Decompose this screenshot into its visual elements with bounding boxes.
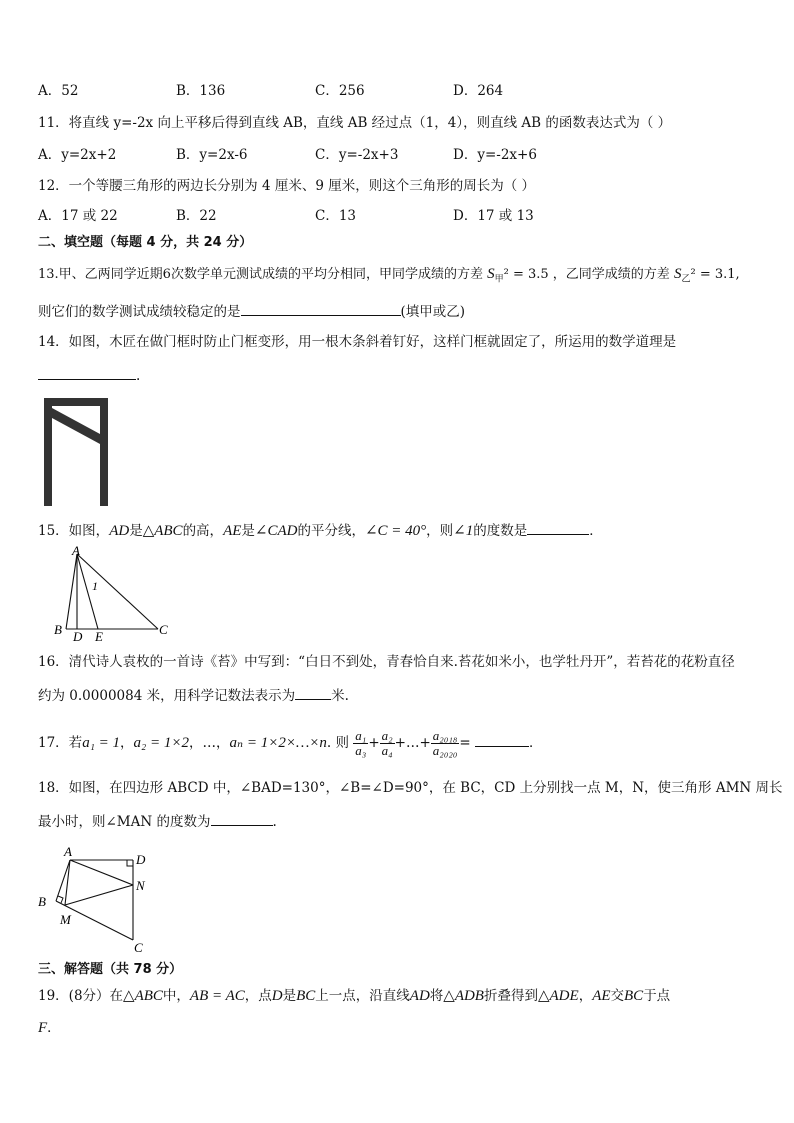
q13-line-2 <box>38 300 465 322</box>
q17-a1: a₁ = 1 <box>82 735 121 751</box>
section-3-heading: 三、解答题（共 78 分） <box>38 962 183 977</box>
q11-option-c[interactable]: C．y=-2x+3 <box>315 147 399 163</box>
q15-text <box>38 519 603 541</box>
q13-s-jia: S <box>487 266 495 282</box>
q15-fig-label-c: C <box>159 622 168 637</box>
q11-option-d[interactable]: D．y=-2x+6 <box>453 147 537 163</box>
q14-end: . <box>136 368 141 384</box>
q15-angle-1: ∠1 <box>453 523 474 539</box>
q15-text-c: 的高， <box>182 523 224 539</box>
q19-text-h: ， <box>578 988 593 1004</box>
q19-text-i: 交 <box>610 988 625 1004</box>
q16-answer-blank[interactable] <box>295 684 331 700</box>
q13-text-a: 13.甲、乙两同学近期6次数学单元测试成绩的平均分相同，甲同学成绩的方差 <box>38 267 483 282</box>
q17-frac-1-num: a₁ <box>355 728 367 743</box>
q19-triangle-abc: △ABC <box>123 988 163 1004</box>
q19-triangle-ade: △ADE <box>537 988 579 1004</box>
q15-fig-label-1: 1 <box>92 579 98 593</box>
q13-text-end: , <box>735 267 740 282</box>
q17-text-b: . 则 <box>326 735 349 751</box>
q17-an: aₙ = 1×2×…×n <box>229 735 327 751</box>
q19-bc: BC <box>296 988 316 1004</box>
q10-options <box>38 81 738 101</box>
q17-fraction-3 <box>431 729 460 758</box>
q18-fig-label-c: C <box>134 940 143 955</box>
q15-fig-label-d: D <box>73 629 83 644</box>
q18-line-1: 18．如图，在四边形 ABCD 中，∠BAD=130°，∠B=∠D=90°，在 BC，CD 上分别找一点 M，N，使三角形 AMN 周长 <box>38 780 783 796</box>
q11-option-a[interactable]: A．y=2x+2 <box>38 147 117 163</box>
q10-option-b[interactable]: B．136 <box>176 83 226 99</box>
q19-triangle-adb: △ADB <box>443 988 484 1004</box>
q19-bc-2: BC <box>624 988 644 1004</box>
q13-val-jia: ² = 3.5 <box>503 267 549 282</box>
q12-option-d[interactable]: D．17 或 13 <box>453 208 534 224</box>
q13-val-yi: ² = 3.1 <box>690 267 736 282</box>
q10-option-c[interactable]: C．256 <box>315 83 365 99</box>
q19-ab-ac: AB = AC <box>189 988 245 1004</box>
q16-text-b: 米. <box>331 688 349 704</box>
q18-fig-label-b: B <box>38 894 46 909</box>
q15-angle-c: ∠C = 40° <box>364 523 427 539</box>
q18-text-b: . <box>272 814 277 830</box>
q13-sub-yi: 乙 <box>681 274 691 285</box>
q17-end: ． <box>528 735 543 751</box>
q19-ae: AE <box>592 988 611 1004</box>
q13-text-d: (填甲或乙) <box>400 304 466 320</box>
q10-option-d[interactable]: D．264 <box>453 83 504 99</box>
q17-equals: = <box>459 735 471 751</box>
door-frame-diagonal-brace <box>52 408 100 444</box>
q17-sep-2: ，…， <box>189 735 230 751</box>
door-frame-figure <box>40 396 112 508</box>
q15-text-g: 的度数是 <box>473 523 528 539</box>
q17-fraction-2 <box>380 729 395 758</box>
q14-text: 14．如图，木匠在做门框时防止门框变形，用一根木条斜着钉好，这样门框就固定了，所运用的数学道理是 <box>38 334 677 350</box>
q15-ae: AE <box>223 523 242 539</box>
q17-fraction-1 <box>353 729 368 758</box>
q17-frac-3-num: a₂₀₁₈ <box>432 728 458 743</box>
q19-text-b: 中， <box>162 988 190 1004</box>
q13-s-yi: S <box>673 266 682 282</box>
q15-fig-label-e: E <box>95 629 103 644</box>
q18-text-a: 最小时，则∠MAN 的度数为 <box>38 814 211 830</box>
q15-angle-cad: ∠CAD <box>254 523 298 539</box>
q19-point-d: D <box>271 988 283 1004</box>
section-2-heading: 二、填空题（每题 4 分，共 24 分） <box>38 235 253 250</box>
q15-text-a: 15．如图， <box>38 523 110 539</box>
q15-text-e: 的平分线， <box>297 523 365 539</box>
q19-ad: AD <box>409 988 430 1004</box>
q18-fig-label-d: D <box>136 852 146 867</box>
q12-option-c[interactable]: C．13 <box>315 208 357 224</box>
q15-ad: AD <box>109 523 130 539</box>
q17-frac-2-den: a₄ <box>381 743 393 758</box>
q13-text-c: 则它们的数学测试成绩较稳定的是 <box>38 304 241 320</box>
q15-text-b: 是 <box>129 523 143 539</box>
q17-text: 17．若a₁ = 1，a₂ = 1×2，…，aₙ = 1×2×…×n. 则 $\frac{\text{a₁}}{\text{a₃}}$ + $\frac{\text{a₂}}{\text{a₄}}$ +…+ $\frac{\text{a₂₀₁₈}}{\text{a₂₀₂₀}}$ = ． <box>38 728 543 758</box>
q18-fig-label-n: N <box>136 878 145 893</box>
q15-answer-blank[interactable] <box>527 519 589 535</box>
q11-option-b[interactable]: B．y=2x-6 <box>176 147 248 163</box>
q16-line-2 <box>38 684 349 706</box>
q18-fig-label-m: M <box>60 912 71 927</box>
q17-frac-3-den: a₂₀₂₀ <box>432 743 458 758</box>
q17-frac-1-den: a₃ <box>355 743 367 758</box>
q15-end: ． <box>589 523 603 539</box>
q14-line-2 <box>38 364 140 386</box>
door-frame-left-post <box>44 398 52 506</box>
q18-quadrilateral-figure <box>36 842 156 958</box>
q17-text-a: 17．若 <box>38 735 83 751</box>
q11-options <box>38 145 738 165</box>
q19-text-g: 折叠得到 <box>483 988 538 1004</box>
q19-text-c: ，点 <box>244 988 272 1004</box>
q19-text-f: 将 <box>429 988 444 1004</box>
q10-option-a[interactable]: A．52 <box>38 83 79 99</box>
q18-answer-blank[interactable] <box>211 810 273 826</box>
q16-text-a: 约为 0.0000084 米，用科学记数法表示为 <box>38 688 296 704</box>
door-frame-top-beam <box>44 398 108 406</box>
q17-sep-1: ， <box>120 735 134 751</box>
q19-text-e: 上一点，沿直线 <box>315 988 410 1004</box>
q17-frac-2-num: a₂ <box>381 728 393 743</box>
q19-point-f: F <box>38 1020 48 1036</box>
q12-text: 12．一个等腰三角形的两边长分别为 4 厘米、9 厘米，则这个三角形的周长为（ ） <box>38 178 536 194</box>
q19-end: ． <box>47 1020 61 1036</box>
q14-answer-blank[interactable] <box>38 364 136 380</box>
q12-option-b[interactable]: B．22 <box>176 208 217 224</box>
q18-fig-label-a: A <box>64 844 72 859</box>
q13-answer-blank[interactable] <box>241 300 401 316</box>
q15-text-d: 是 <box>241 523 255 539</box>
q13-sub-jia: 甲 <box>494 274 504 285</box>
q19-text-d: 是 <box>282 988 297 1004</box>
q15-triangle-figure <box>48 544 178 644</box>
q17-answer-blank[interactable] <box>475 731 529 747</box>
q19-text-j: 于点 <box>643 988 671 1004</box>
q17-ellipsis: +…+ <box>394 735 431 751</box>
q13-text-b: ，乙同学成绩的方差 <box>552 267 670 282</box>
q17-a2: a₂ = 1×2 <box>133 735 189 751</box>
q19-line-2 <box>38 1018 61 1038</box>
q15-text-f: ，则 <box>426 523 454 539</box>
q15-fig-label-a: A <box>72 544 80 558</box>
door-frame-right-post <box>100 398 108 506</box>
q16-line-1: 16．清代诗人袁枚的一首诗《苔》中写到：“白日不到处，青春恰自来.苔花如米小，也学牡丹开”，若苔花的花粉直径 <box>38 654 735 670</box>
q19-line-1 <box>38 986 670 1006</box>
q12-option-a[interactable]: A．17 或 22 <box>38 208 118 224</box>
q13-line-1 <box>38 264 740 290</box>
q19-text-a: 19．(8分）在 <box>38 988 124 1004</box>
q15-triangle-abc: △ABC <box>142 523 183 539</box>
q12-options <box>38 206 738 226</box>
q15-fig-label-b: B <box>54 622 62 637</box>
q18-line-2 <box>38 810 277 832</box>
q11-text: 11．将直线 y=-2x 向上平移后得到直线 AB，直线 AB 经过点（1，4），则直线 AB 的函数表达式为（ ） <box>38 115 672 131</box>
